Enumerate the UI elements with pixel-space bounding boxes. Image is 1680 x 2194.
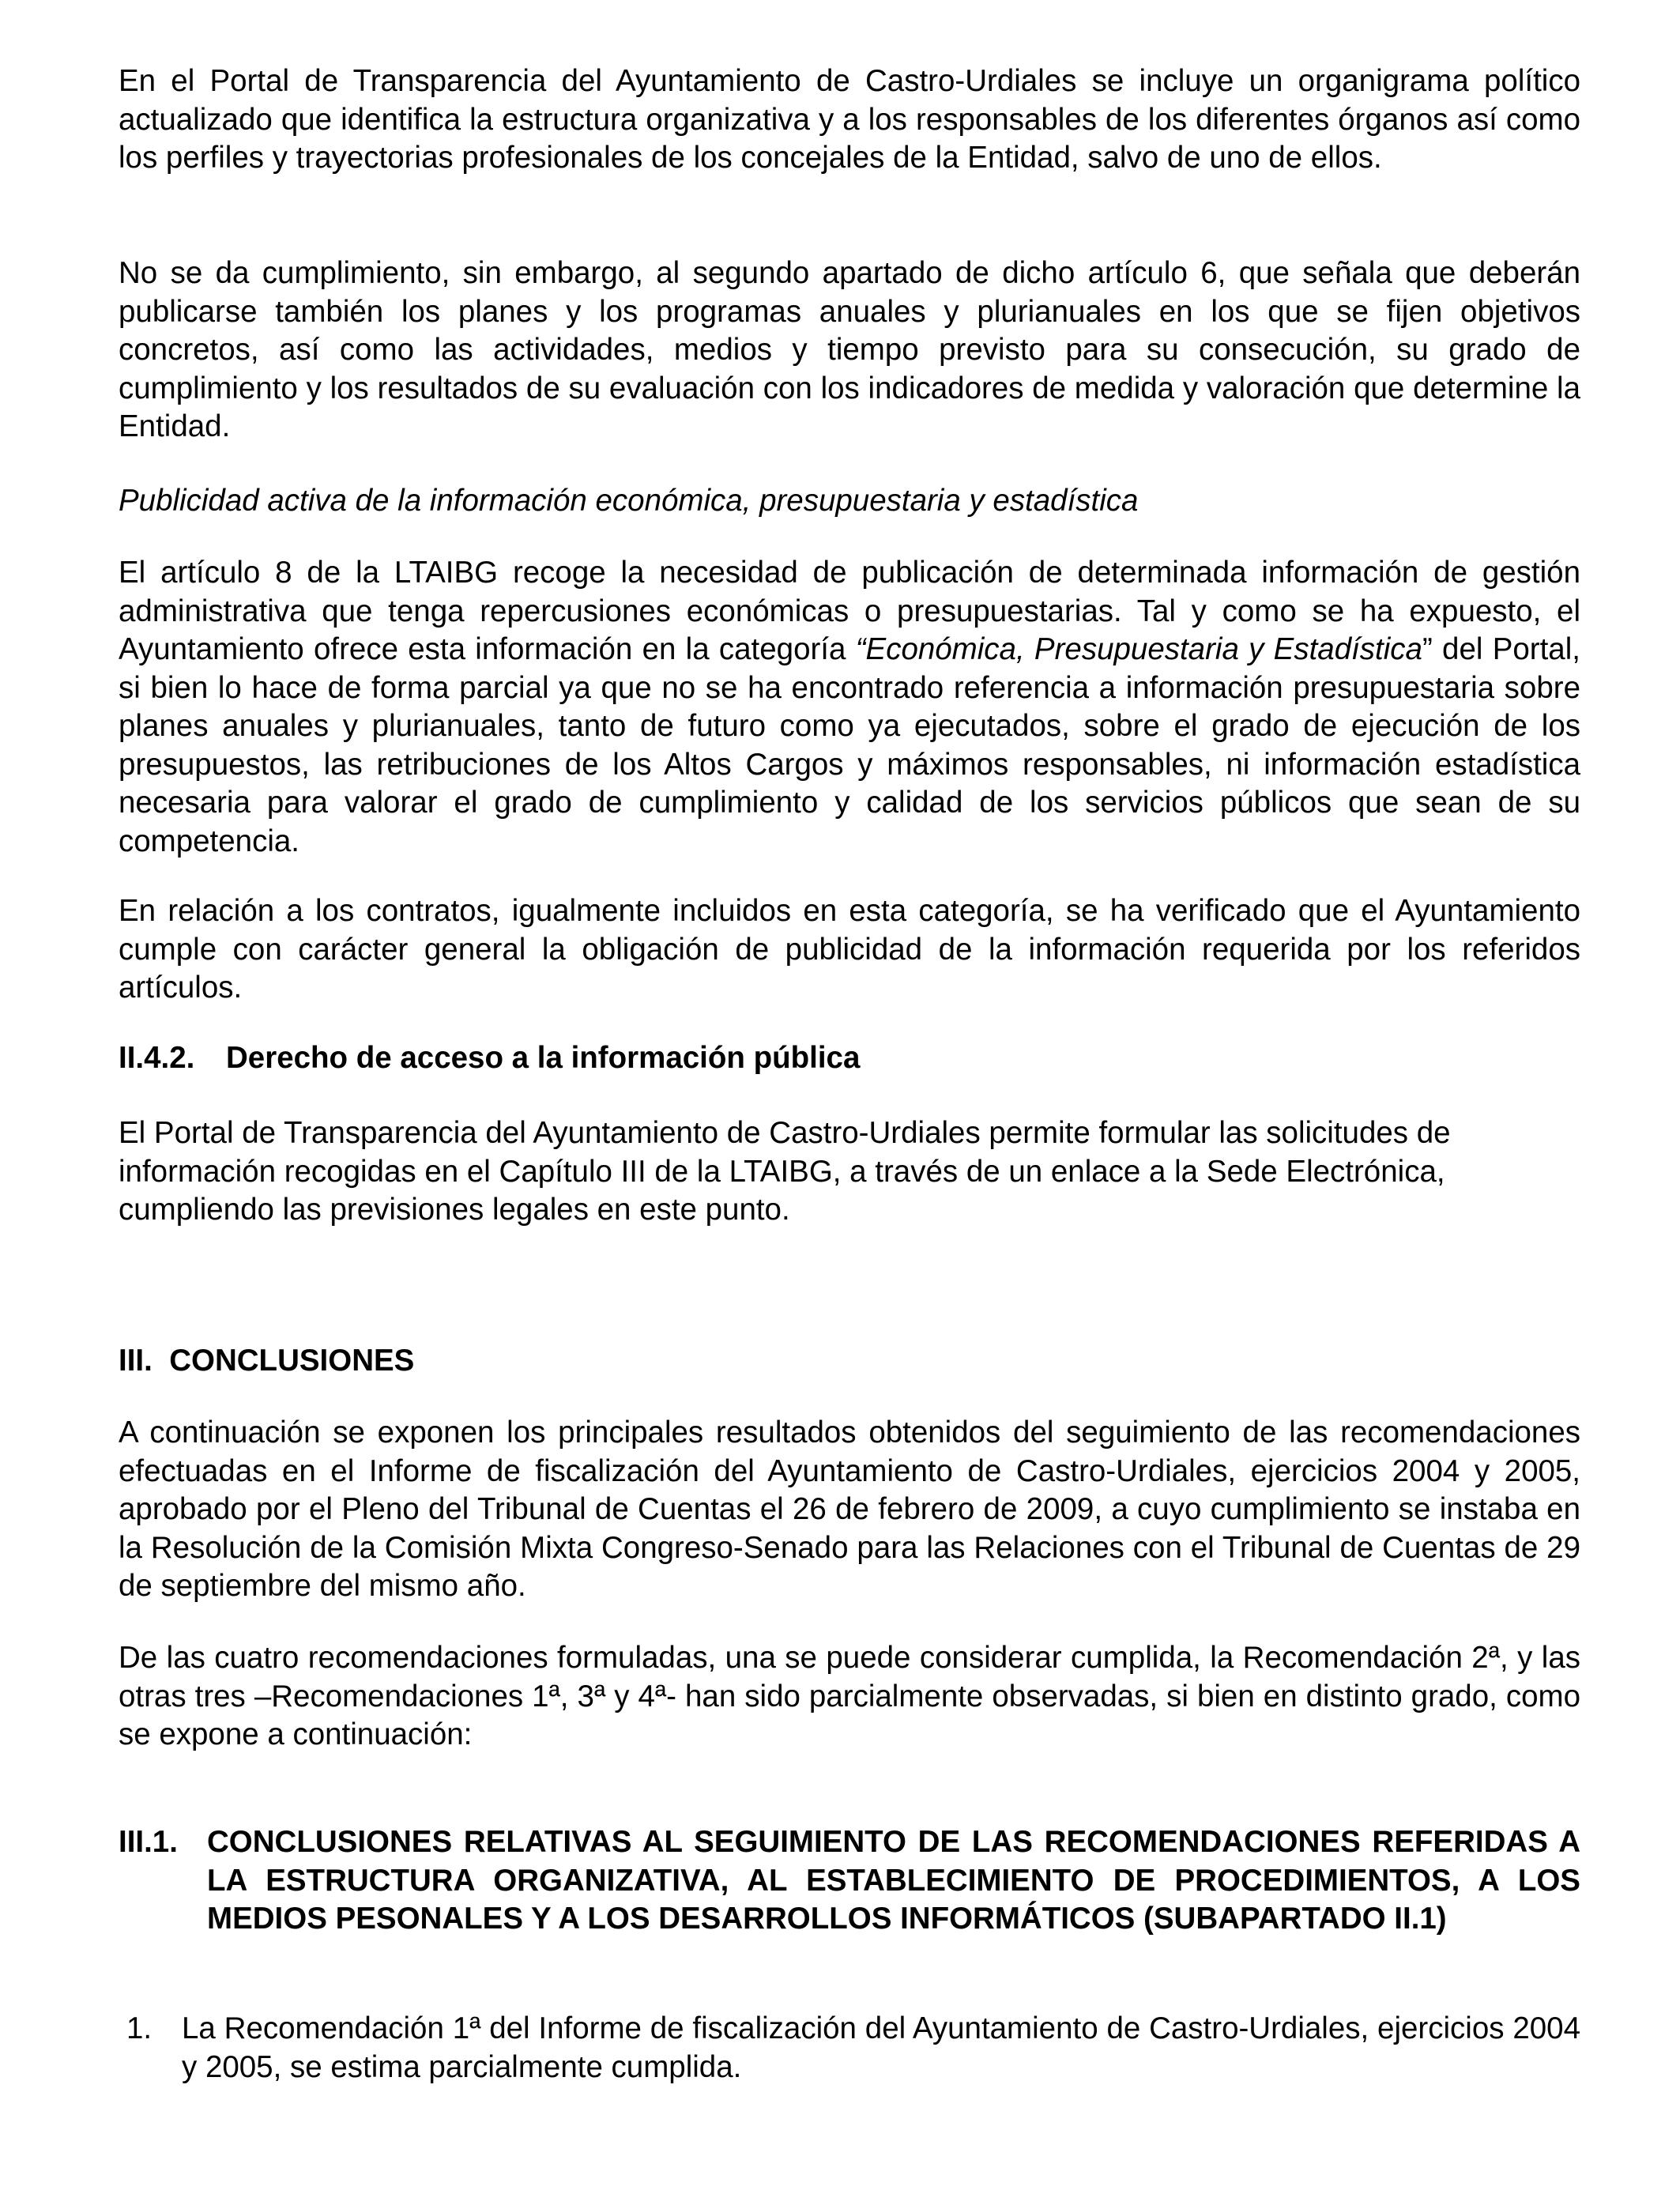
categoria-economica-italic: “Económica, Presupuestaria y Estadística: [855, 632, 1422, 666]
heading-ii-4-2: [119, 1039, 1580, 1078]
paragraph-articulo-8-part2: ” del Portal, si bien lo hace de forma parcial ya que no se ha encontrado referencia a información presupuestaria sobre planes anuales y plurianuales, tanto de futuro como ya ejecutados, sobre el grado de ejecución de los presupuestos, las retribuciones de los Altos Cargos y máximos responsables, ni información estadística necesaria para valorar el grado de cumplimiento y calidad de los servicios públicos que sean de su competencia.: [119, 632, 1580, 858]
heading-iii-text: CONCLUSIONES: [169, 1344, 415, 1378]
paragraph-cuatro-recomendaciones: De las cuatro recomendaciones formuladas, una se puede considerar cumplida, la Recomendación 2ª, y las otras tres –Recomendaciones 1ª, 3ª y 4ª- han sido parcialmente observadas, si bien en distinto grado, como se expone a continuación:: [119, 1641, 1580, 1751]
heading-iii-number: III.: [119, 1344, 153, 1378]
heading-ii-4-2-text: Derecho de acceso a la información pública: [226, 1041, 861, 1075]
list-item-1: [119, 2010, 1580, 2089]
paragraph-resultados-seguimiento: A continuación se exponen los principales resultados obtenidos del seguimiento de las recomendaciones efectuadas en el Informe de fiscalización del Ayuntamiento de Castro-Urdiales, ejercicios 2004 y 2005, aprobado por el Pleno del Tribunal de Cuentas el 26 de febrero de 2009, a cuyo cumplimiento se instaba en la Resolución de la Comisión Mixta Congreso-Senado para las Relaciones con el Tribunal de Cuentas de 29 de septiembre del mismo año.: [119, 1416, 1580, 1603]
heading-iii-1-text: CONCLUSIONES RELATIVAS AL SEGUIMIENTO DE LAS RECOMENDACIONES REFERIDAS A LA ESTRUCTURA ORGANIZATIVA, AL ESTABLECIMIENTO DE PROCEDIMIENTOS, A LOS MEDIOS PESONALES Y A LOS DESARROLLOS INFORMÁTICOS (SUBAPARTADO II.1): [207, 1825, 1580, 1936]
heading-ii-4-2-number: II.4.2.: [119, 1041, 195, 1075]
heading-iii-1: [119, 1823, 1580, 1981]
list-item-1-number: 1.: [126, 2011, 153, 2045]
paragraph-articulo-8: [119, 554, 1580, 861]
paragraph-contratos: En relación a los contratos, igualmente incluidos en esta categoría, se ha verificado que el Ayuntamiento cumple con carácter general la obligación de publicidad de la información requerida por los referidos artículos.: [119, 894, 1580, 1005]
paragraph-organigrama: En el Portal de Transparencia del Ayuntamiento de Castro-Urdiales se incluye un organigrama político actualizado que identifica la estructura organizativa y a los responsables de los diferentes órganos así como los perfiles y trayectorias profesionales de los concejales de la Entidad, salvo de uno de ellos.: [119, 64, 1580, 175]
heading-iii-conclusiones: [119, 1342, 1580, 1381]
section-title-publicidad-activa: Publicidad activa de la información económica, presupuestaria y estadística: [119, 484, 1139, 518]
paragraph-articulo-8-part1: El artículo 8 de la LTAIBG recoge la necesidad de publicación de determinada información de gestión administrativa que tenga repercusiones económicas o presupuestarias. Tal y como se ha expuesto, el Ayuntamiento ofrece esta información en la categoría: [119, 556, 1580, 666]
paragraph-derecho-acceso: El Portal de Transparencia del Ayuntamiento de Castro-Urdiales permite formular las solicitudes de información recogidas en el Capítulo III de la LTAIBG, a través de un enlace a la Sede Electrónica, cumpliendo las previsiones legales en este punto.: [119, 1116, 1451, 1227]
list-item-1-text: La Recomendación 1ª del Informe de fiscalización del Ayuntamiento de Castro-Urdiales, ejercicios 2004 y 2005, se estima parcialmente cumplida.: [182, 2011, 1580, 2084]
paragraph-incumplimiento-articulo-6: No se da cumplimiento, sin embargo, al segundo apartado de dicho artículo 6, que señala que deberán publicarse también los planes y los programas anuales y plurianuales en los que se fijen objetivos concretos, así como las actividades, medios y tiempo previsto para su consecución, su grado de cumplimiento y los resultados de su evaluación con los indicadores de medida y valoración que determine la Entidad.: [119, 256, 1580, 443]
heading-iii-1-number: III.1.: [119, 1825, 178, 1859]
